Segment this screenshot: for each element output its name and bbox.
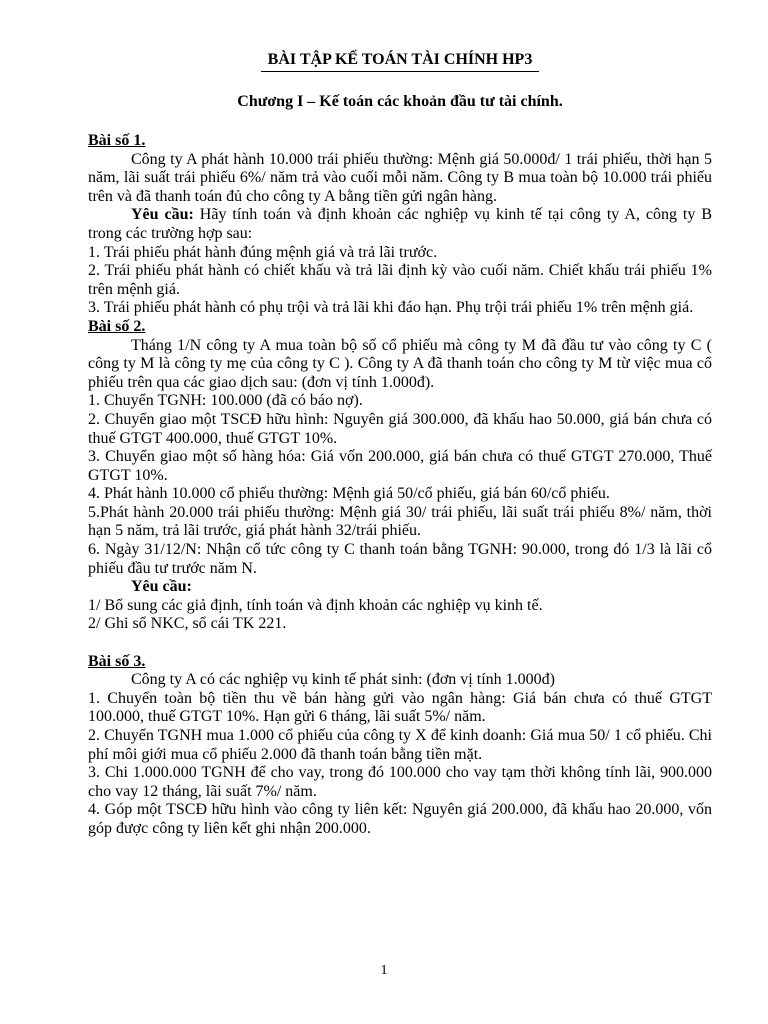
exercise-2-item: 6. Ngày 31/12/N: Nhận cổ tức công ty C thanh toán bằng TGNH: 90.000, trong đó 1/3 là lãi cổ phiếu đầu tư trước năm N. [88, 541, 712, 577]
exercise-2-item: 1. Chuyển TGNH: 100.000 (đã có báo nợ). [88, 392, 363, 410]
exercise-2-requirement-item: 2/ Ghi sổ NKC, sổ cái TK 221. [88, 615, 287, 633]
exercise-2-heading: Bài số 2. [88, 317, 146, 335]
requirement-text: Hãy tính toán và định khoản các nghiệp vụ kinh tế tại công ty A, công ty B trong các trường hợp sau: [88, 206, 713, 242]
exercise-3-intro: Công ty A có các nghiệp vụ kinh tế phát sinh: (đơn vị tính 1.000đ) [131, 671, 555, 689]
exercise-2-item: 4. Phát hành 10.000 cổ phiếu thường: Mệnh giá 50/cổ phiếu, giá bán 60/cổ phiếu. [88, 485, 610, 503]
document-body [88, 132, 712, 839]
spacer [88, 634, 712, 653]
exercise-3-item: 4. Góp một TSCĐ hữu hình vào công ty liên kết: Nguyên giá 200.000, đã khấu hao 20.000, vốn góp được công ty liên kết ghi nhận 200.000. [88, 801, 712, 837]
document-title: BÀI TẬP KẾ TOÁN TÀI CHÍNH HP3 [267, 51, 533, 68]
exercise-1-heading: Bài số 1. [88, 132, 146, 149]
exercise-2-item: 3. Chuyển giao một số hàng hóa: Giá vốn 200.000, giá bán chưa có thuế GTGT 270.000, Thuế GTGT 10%. [88, 448, 712, 484]
page-number: 1 [380, 963, 388, 978]
exercise-1-item: 1. Trái phiếu phát hành đúng mệnh giá và trả lãi trước. [88, 243, 438, 261]
exercise-2-requirement-label: Yêu cầu: [131, 578, 192, 596]
document-page [88, 48, 712, 839]
chapter-heading: Chương I – Kế toán các khoản đầu tư tài chính. [237, 93, 563, 110]
exercise-3-item: 3. Chi 1.000.000 TGNH để cho vay, trong đó 100.000 cho vay tạm thời không tính lãi, 900.000 cho vay 12 tháng, lãi suất 7%/ năm. [88, 764, 712, 800]
exercise-3-item: 2. Chuyển TGNH mua 1.000 cổ phiếu của công ty X để kinh doanh: Giá mua 50/ 1 cổ phiếu. Chi phí môi giới mua cổ phiếu 2.000 đã thanh toán bằng tiền mặt. [88, 727, 712, 763]
exercise-3-heading: Bài số 3. [88, 652, 146, 670]
exercise-1-item: 2. Trái phiếu phát hành có chiết khấu và trả lãi định kỳ vào cuối năm. Chiết khấu trái phiếu 1% trên mệnh giá. [88, 262, 712, 298]
exercise-3-item: 1. Chuyển toàn bộ tiền thu về bán hàng gửi vào ngân hàng: Giá bán chưa có thuế GTGT 100.000, thuế GTGT 10%. Hạn gửi 6 tháng, lãi suất 5%/ năm. [88, 689, 712, 726]
exercise-2-intro: Tháng 1/N công ty A mua toàn bộ số cổ phiếu mà công ty M đã đầu tư vào công ty C ( công ty M là công ty mẹ của công ty C ). Công ty A đã thanh toán cho công ty M từ việc mua cổ phiếu trên qua các giao dịch sau: (đơn vị tính 1.000đ). [88, 336, 712, 391]
exercise-1-item: 3. Trái phiếu phát hành có phụ trội và trả lãi khi đáo hạn. Phụ trội trái phiếu 1% trên mệnh giá. [88, 299, 694, 317]
exercise-2-item: 5.Phát hành 20.000 trái phiếu thường: Mệnh giá 30/ trái phiếu, lãi suất trái phiếu 8%/ năm, thời hạn 5 năm, trả lãi trước, giá phát hành 32/trái phiếu. [88, 503, 712, 540]
exercise-1-requirement [88, 206, 712, 243]
exercise-2-item: 2. Chuyển giao một TSCĐ hữu hình: Nguyên giá 300.000, đã khấu hao 50.000, giá bán chưa có thuế GTGT 400.000, thuế GTGT 10%. [88, 410, 712, 447]
requirement-label: Yêu cầu: [131, 206, 194, 224]
exercise-1-intro: Công ty A phát hành 10.000 trái phiếu thường: Mệnh giá 50.000đ/ 1 trái phiếu, thời hạn 5 năm, lãi suất trái phiếu 6%/ năm trả vào cuối mỗi năm. Công ty B mua toàn bộ 10.000 trái phiếu trên và đã thanh toán đủ cho công ty A bằng tiền gửi ngân hàng. [88, 150, 712, 205]
exercise-2-requirement-item: 1/ Bổ sung các giả định, tính toán và định khoản các nghiệp vụ kinh tế. [88, 596, 543, 614]
